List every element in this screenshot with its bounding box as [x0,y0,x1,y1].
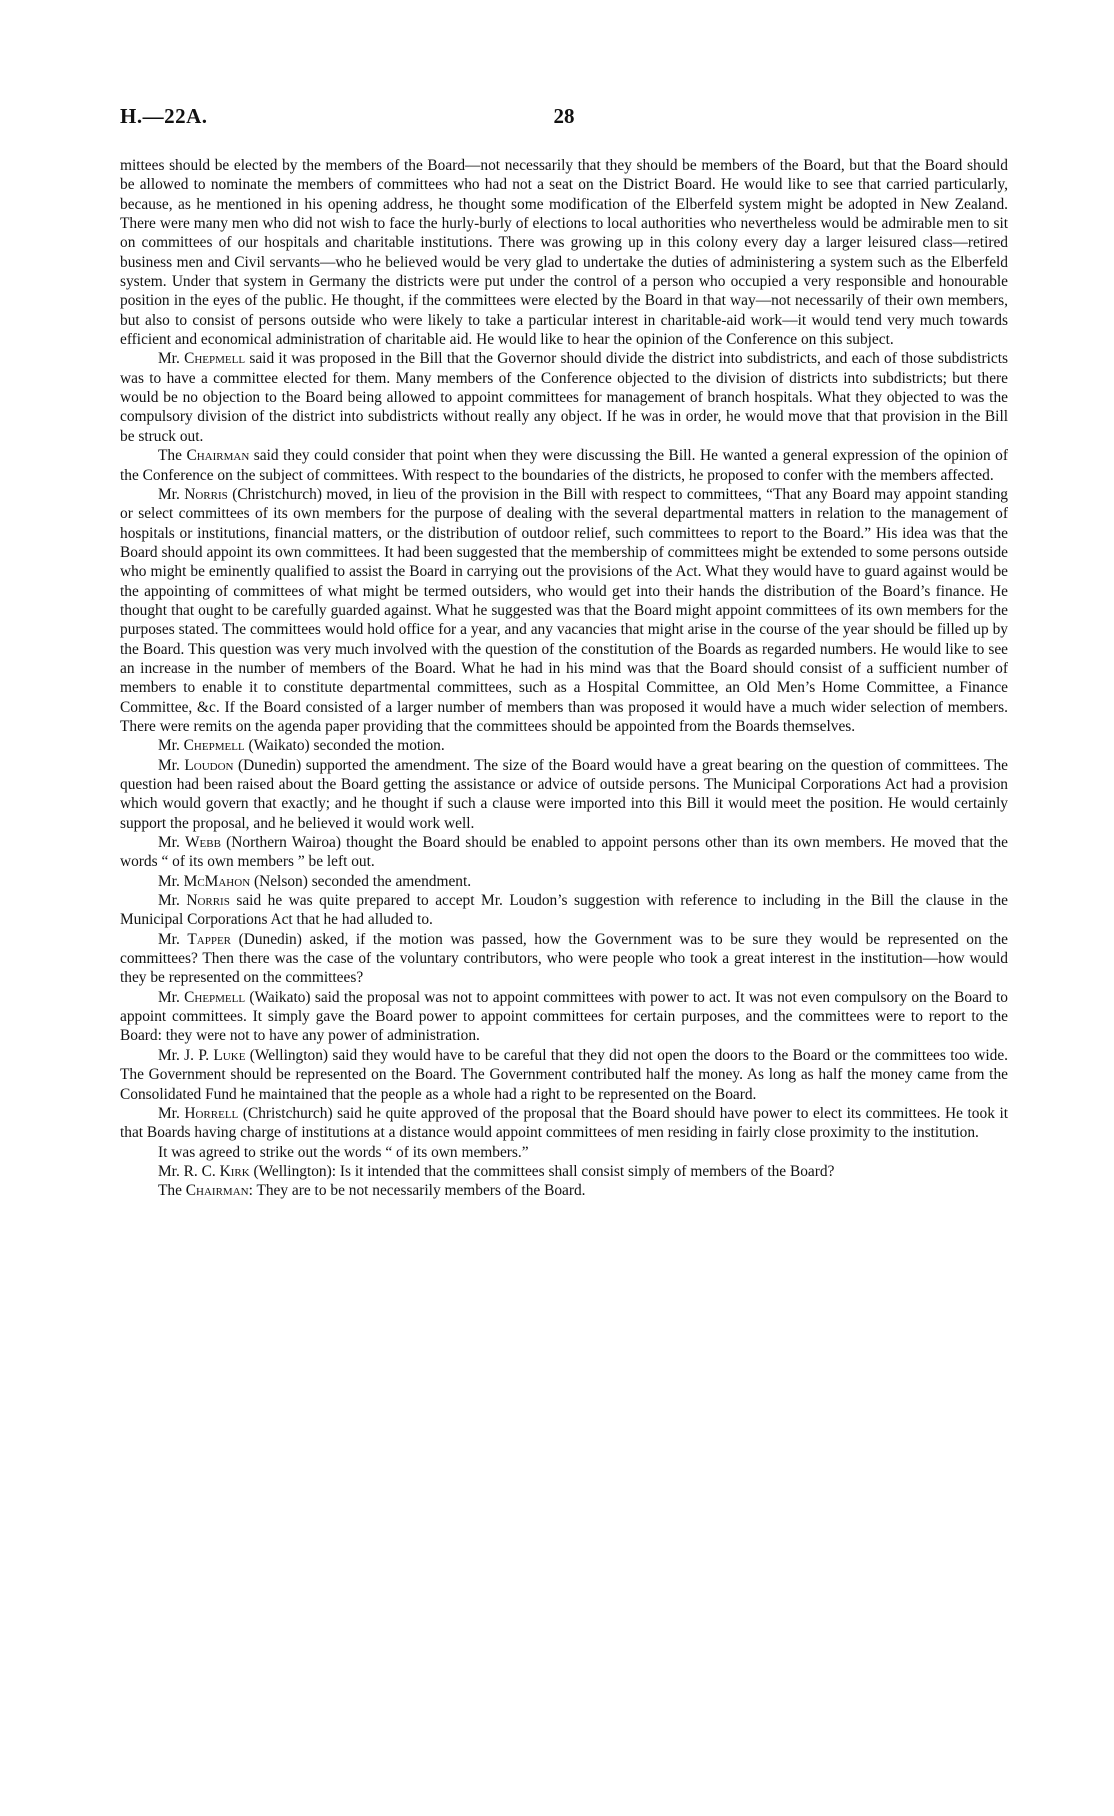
speaker-name: Chairman [186,447,250,465]
paragraph [120,736,1008,755]
paragraph-text: (Waikato) seconded the motion. [244,737,445,755]
speaker-name: Loudon [184,756,234,774]
paragraph-text: said they could consider that point when they were discussing the Bill. He wanted a general expression of the opinion of the Conference on the subject of committees. With respect to the boundaries of the districts, he proposed to confer with the members affected. [120,447,1008,484]
paragraph-text: (Wellington): Is it intended that the committees shall consist simply of members of the Board? [249,1162,835,1180]
document-reference: H.—22A. [120,104,208,128]
paragraph [120,1046,1008,1104]
paragraph-text: Mr. [158,892,187,910]
paragraph-text: Mr. [158,756,185,774]
paragraph [120,872,1008,891]
paragraph-text: mittees should be elected by the members of the Board—not necessarily that they should be members of the Board, but that the Board should be allowed to nominate the members of committees who had not a seat on the District Board. He would like to see that carried particularly, because, as he mentioned in his opening address, he thought some modification of the Elberfeld system might be adopted in New Zealand. There were many men who did not wish to face the hurly-burly of elections to local authorities who nevertheless would be admirable men to sit on committees of our hospitals and charitable institutions. There was growing up in this colony every day a larger leisured class—retired business men and Civil servants—who he believed would be very glad to undertake the duties of administering a system such as the Elberfeld system. Under that system in Germany the districts were put under the control of a person who occupied a very responsible and honourable position in the eyes of the public. He thought, if the committees were elected by the Board in that way—not necessarily of their own members, but also to consist of persons outside who were likely to take a particular interest in charitable-aid work—it would tend very much towards efficient and economical administration of charitable aid. He would like to hear the opinion of the Conference on this subject. [120,157,1008,349]
paragraph [120,756,1008,833]
paragraph-text: (Christchurch) moved, in lieu of the provision in the Bill with respect to committees, “That any Board may appoint standing or select committees of its own members for the purpose of dealing with the several departmental matters in relation to the management of hospitals or institutions, financial matters, or the distribution of outdoor relief, such committees to report to the Board.” His idea was that the Board should appoint its own committees. It had been suggested that the membership of committees might be extended to some persons outside who might be eminently qualified to assist the Board in carrying out the provisions of the Act. What they would have to guard against would be the appointing of committees of what might be termed outsiders, who would get into their hands the distribution of the Board’s finance. He thought that ought to be carefully guarded against. What he suggested was that the Board might appoint committees of its own members for the purposes stated. The committees would hold office for a year, and any vacancies that might arise in the course of the year should be filled up by the Board. This question was very much involved with the question of the constitution of the Boards as regarded numbers. He would like to see an increase in the number of members of the Board. What he had in his mind was that the Board should consist of a sufficient number of members to enable it to constitute departmental committees, such as a Hospital Committee, an Old Men’s Home Committee, a Finance Committee, &c. If the Board consisted of a larger number of members than was proposed it would have a much wider selection of members. There were remits on the agenda paper providing that the committees should be appointed from the Boards themselves. [120,485,1008,735]
paragraph-text: said he was quite prepared to accept Mr. Loudon’s suggestion with reference to including in the Bill the clause in the Municipal Corporations Act that he had alluded to. [120,892,1009,929]
speaker-name: Kirk [219,1162,250,1180]
speaker-name: Tapper [187,930,232,948]
paragraph-text: Mr. [158,872,184,890]
page-header [120,104,1008,134]
speaker-name: Chairman [185,1182,249,1200]
paragraph [120,156,1008,349]
paragraph-text: said it was proposed in the Bill that the Governor should divide the district into subdistricts, and each of those subdistricts was to have a committee elected for them. Many members of the Conference objected to the division of districts into subdistricts; but there would be no objection to the Board being allowed to appoint committees for management of branch hospitals. What they objected to was the compulsory division of the district into subdistricts without really any object. If he was in order, he would move that that provision in the Bill be struck out. [120,350,1009,445]
paragraph [120,1162,1008,1181]
paragraph [120,1104,1008,1143]
paragraph-text: The [158,447,187,465]
speaker-name: Chepmell [183,737,245,755]
paragraph [120,1181,1008,1200]
speaker-name: Chepmell [184,988,246,1006]
paragraph-text: (Northern Wairoa) thought the Board should be enabled to appoint persons other than its own members. He moved that the words “ of its own members ” be left out. [120,834,1008,871]
paragraph [120,930,1008,988]
paragraph [120,485,1008,736]
body-text [120,156,1008,1201]
speaker-name: Horrell [184,1104,239,1122]
paragraph-text: Mr. [158,834,186,852]
paragraph-text: (Wellington) said they would have to be careful that they did not open the doors to the Board or the committees too wide. The Government should be represented on the Board. The Government contributed half the money. As long as half the money came from the Consolidated Fund he maintained that the people as a whole had a right to be represented on the Board. [120,1046,1008,1103]
paragraph-text: (Nelson) seconded the amendment. [250,872,472,890]
paragraph [120,833,1008,872]
paragraph [120,349,1008,446]
paragraph-text: Mr. R. C. [158,1162,220,1180]
paragraph [120,988,1008,1046]
paragraph-text: The [158,1182,186,1200]
paragraph-text: Mr. [158,350,185,368]
speaker-name: Norris [184,485,228,503]
page-number: 28 [553,104,575,128]
paragraph-text: Mr. [158,485,185,503]
paragraph-text: Mr. [158,988,185,1006]
paragraph-text: It was agreed to strike out the words “ of its own members.” [158,1143,529,1161]
speaker-name: Chepmell [184,350,246,368]
speaker-name: Norris [186,892,230,910]
paragraph-text: (Dunedin) supported the amendment. The size of the Board would have a great bearing on the question of committees. The question had been raised about the Board getting the assistance or advice of outside persons. The Municipal Corporations Act had a provision which would govern that exactly; and he thought if such a clause were imported into this Bill it would meet the position. He would certainly support the proposal, and he believed it would work well. [120,756,1009,832]
speaker-name: Luke [213,1046,246,1064]
speaker-name: Webb [185,834,221,852]
speaker-name: McMahon [183,872,251,890]
paragraph-text: : They are to be not necessarily members of the Board. [248,1182,586,1200]
paragraph-text: (Waikato) said the proposal was not to appoint committees with power to act. It was not even compulsory on the Board to appoint committees. It simply gave the Board power to appoint committees for certain purposes, and the committees were to report to the Board: they were not to have any power of administration. [120,988,1009,1045]
paragraph-text: Mr. [158,1104,185,1122]
paragraph-text: (Christchurch) said he quite approved of the proposal that the Board should have power to elect its committees. He took it that Boards having charge of institutions at a distance would appoint committees of men residing in fairly close proximity to the institution. [120,1104,1008,1142]
paragraph [120,1143,1008,1162]
paragraph-text: Mr. J. P. [158,1046,214,1064]
paragraph-text: (Dunedin) asked, if the motion was passed, how the Government was to be sure they would be represented on the committees? Then there was the case of the voluntary contributors, who were people who took a great interest in the institution—how would they be represented on the committees? [120,930,1009,987]
paragraph [120,446,1008,485]
paragraph-text: Mr. [158,930,188,948]
paragraph-text: Mr. [158,737,184,755]
paragraph [120,891,1008,930]
